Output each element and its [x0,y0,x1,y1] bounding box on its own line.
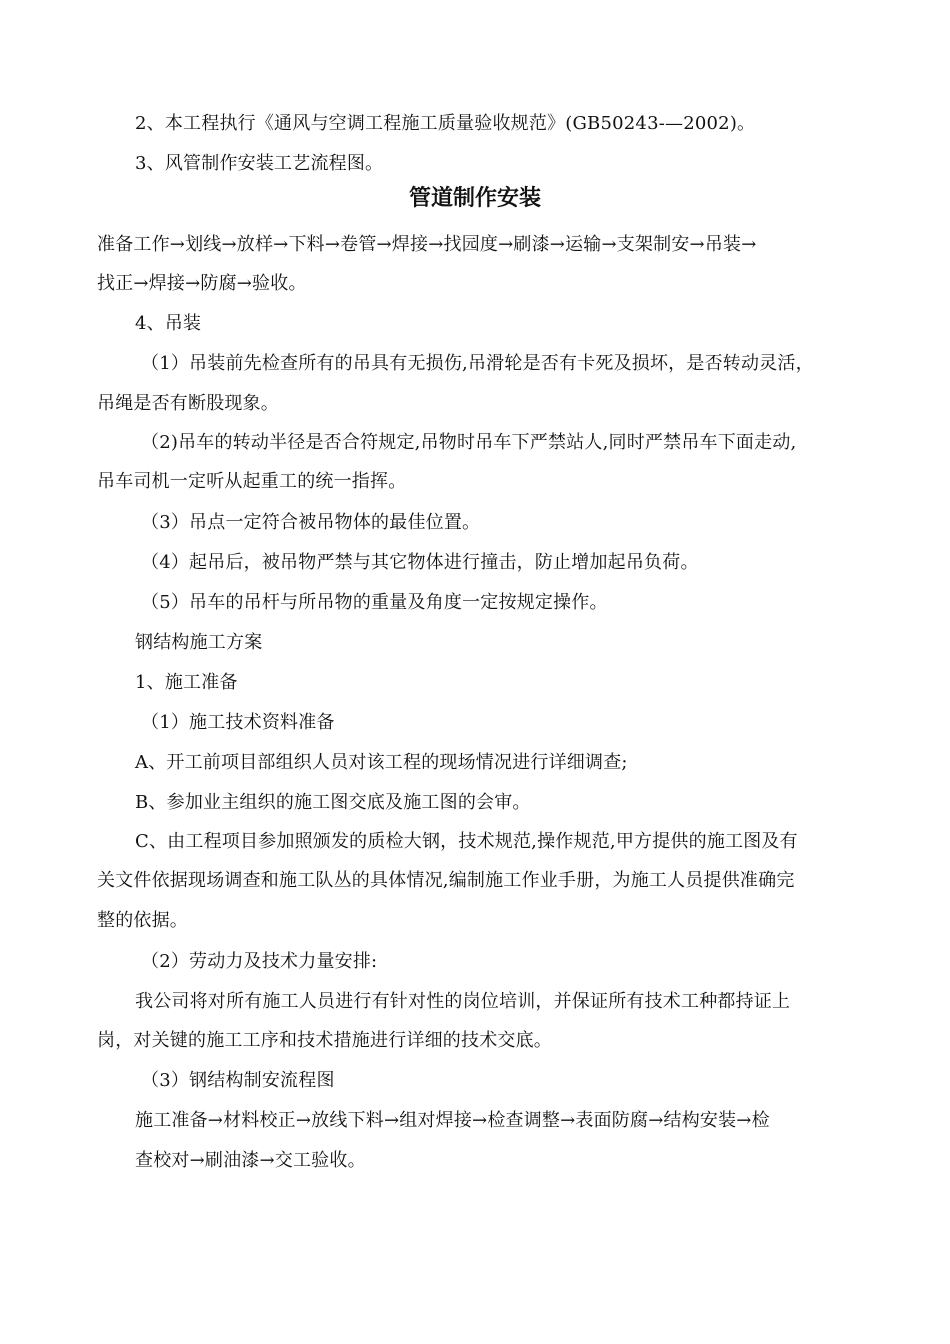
text-line: （4）起吊后，被吊物严禁与其它物体进行撞击，防止增加起吊负荷。 [141,552,699,573]
text-line: 吊车司机一定听从起重工的统一指挥。 [97,471,407,492]
text-line: （2）劳动力及技术力量安排: [141,951,378,972]
text-line: B、参加业主组织的施工图交底及施工图的会审。 [135,792,531,813]
text-line: （1）吊装前先检查所有的吊具有无损伤,吊滑轮是否有卡死及损坏，是否转动灵活， [141,353,814,374]
text-line: （2)吊车的转动半径是否合符规定,吊物时吊车下严禁站人,同时严禁吊车下面走动, [141,432,797,453]
text-line: 岗，对关键的施工工序和技术措施进行详细的技术交底。 [97,1030,552,1051]
text-line: 准备工作→划线→放样→下料→卷管→焊接→找园度→刷漆→运输→支架制安→吊装→ [97,234,757,255]
text-line: 查校对→刷油漆→交工验收。 [135,1150,366,1171]
text-line: 我公司将对所有施工人员进行有针对性的岗位培训，并保证所有技术工种都持证上 [135,991,791,1012]
text-line: 整的依据。 [97,910,188,931]
text-line: 4、吊装 [135,313,202,334]
text-line: 钢结构施工方案 [135,632,263,653]
section-heading: 管道制作安装 [408,186,541,211]
text-line: （3）钢结构制安流程图 [141,1070,335,1091]
text-line: 吊绳是否有断股现象。 [97,393,279,414]
text-line: 找正→焊接→防腐→验收。 [97,273,307,294]
text-line: 3、风管制作安装工艺流程图。 [135,153,384,174]
text-line: A、开工前项目部组织人员对该工程的现场情况进行详细调查; [135,752,628,773]
text-line: （1）施工技术资料准备 [141,712,335,733]
text-line: C、由工程项目参加照颁发的质检大钢，技术规范,操作规范,甲方提供的施工图及有 [135,831,798,852]
text-line: （5）吊车的吊杆与所吊物的重量及角度一定按规定操作。 [141,592,608,613]
text-line: （3）吊点一定符合被吊物体的最佳位置。 [141,512,481,533]
text-line: 1、施工准备 [135,672,238,693]
text-line: 2、本工程执行《通风与空调工程施工质量验收规范》(GB50243-—2002)。 [135,113,756,134]
text-line: 施工准备→材料校正→放线下料→组对焊接→检查调整→表面防腐→结构安装→检 [135,1110,770,1131]
text-line: 关文件依据现场调查和施工队丛的具体情况,编制施工作业手册，为施工人员提供准确完 [97,870,795,891]
